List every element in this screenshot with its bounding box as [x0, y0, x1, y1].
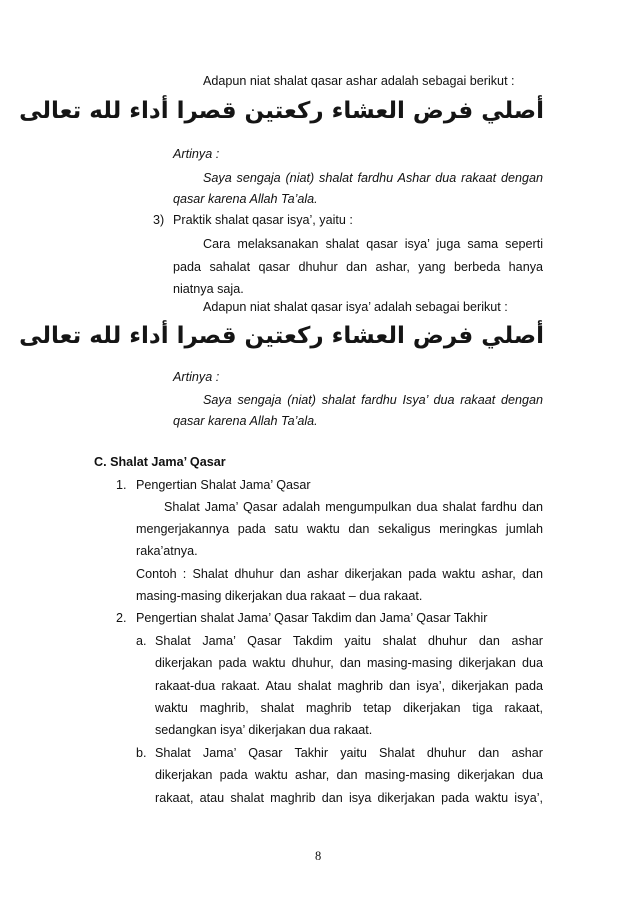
item-b-line-2: dikerjakan pada waktu ashar, dan masing-masing dikerjakan dua: [155, 768, 543, 782]
arabic-niat-ashar: أصلي فرض العشاء ركعتين قصرا أداء لله تعالى: [19, 98, 544, 124]
item-b-label: b.: [136, 746, 147, 760]
subsection-2-title: Pengertian shalat Jama’ Qasar Takdim dan Jama’ Qasar Takhir: [136, 611, 488, 625]
subsection-2-number: 2.: [116, 611, 127, 625]
item-3-line-1: Cara melaksanakan shalat qasar isya’ juga sama seperti: [203, 237, 543, 251]
translation-ashar-line-1: Saya sengaja (niat) shalat fardhu Ashar dua rakaat dengan: [203, 171, 543, 185]
subsection-1-title: Pengertian Shalat Jama’ Qasar: [136, 478, 311, 492]
subsection-1-example-line-1: Contoh : Shalat dhuhur dan ashar dikerjakan pada waktu ashar, dan: [136, 567, 543, 581]
translation-isya-line-2: qasar karena Allah Ta’ala.: [173, 414, 318, 428]
artinya-label-1: Artinya :: [173, 147, 220, 161]
subsection-1-line-2: mengerjakannya pada satu waktu dan sekaligus meringkas jumlah: [136, 522, 543, 536]
niat-isya-intro: Adapun niat shalat qasar isya’ adalah sebagai berikut :: [203, 300, 508, 314]
item-a-label: a.: [136, 634, 147, 648]
page-number: 8: [315, 849, 322, 863]
item-b-line-1: Shalat Jama’ Qasar Takhir yaitu Shalat dhuhur dan ashar: [155, 746, 543, 760]
item-a-line-1: Shalat Jama’ Qasar Takdim yaitu shalat dhuhur dan ashar: [155, 634, 543, 648]
translation-ashar-line-2: qasar karena Allah Ta’ala.: [173, 192, 318, 206]
item-3-title: Praktik shalat qasar isya’, yaitu :: [173, 213, 353, 227]
item-a-line-2: dikerjakan pada waktu dhuhur, dan masing-masing dikerjakan dua: [155, 656, 543, 670]
subsection-1-example-line-2: masing-masing dikerjakan dua rakaat – dua rakaat.: [136, 589, 423, 603]
subsection-1-line-3: raka’atnya.: [136, 544, 198, 558]
item-a-line-4: waktu maghrib, shalat maghrib tetap dikerjakan tiga rakaat,: [155, 701, 543, 715]
item-b-line-3: rakaat, atau shalat maghrib dan isya dikerjakan pada waktu isya’,: [155, 791, 543, 805]
item-a-line-5: sedangkan isya’ dikerjakan dua rakaat.: [155, 723, 373, 737]
item-a-line-3: rakaat-dua rakaat. Atau shalat maghrib dan isya’, dikerjakan pada: [155, 679, 543, 693]
arabic-niat-isya: أصلي فرض العشاء ركعتين قصرا أداء لله تعالى: [19, 323, 544, 349]
subsection-1-line-1: Shalat Jama’ Qasar adalah mengumpulkan dua shalat fardhu dan: [164, 500, 543, 514]
niat-ashar-intro: Adapun niat shalat qasar ashar adalah sebagai berikut :: [203, 74, 515, 88]
translation-isya-line-1: Saya sengaja (niat) shalat fardhu Isya’ dua rakaat dengan: [203, 393, 543, 407]
item-3-number: 3): [153, 213, 165, 227]
item-3-line-2: pada sahalat qasar dhuhur dan ashar, yang berbeda hanya: [173, 260, 543, 274]
item-3-line-3: niatnya saja.: [173, 282, 244, 296]
subsection-1-number: 1.: [116, 478, 127, 492]
section-c-heading: C. Shalat Jama’ Qasar: [94, 455, 226, 469]
artinya-label-2: Artinya :: [173, 370, 220, 384]
